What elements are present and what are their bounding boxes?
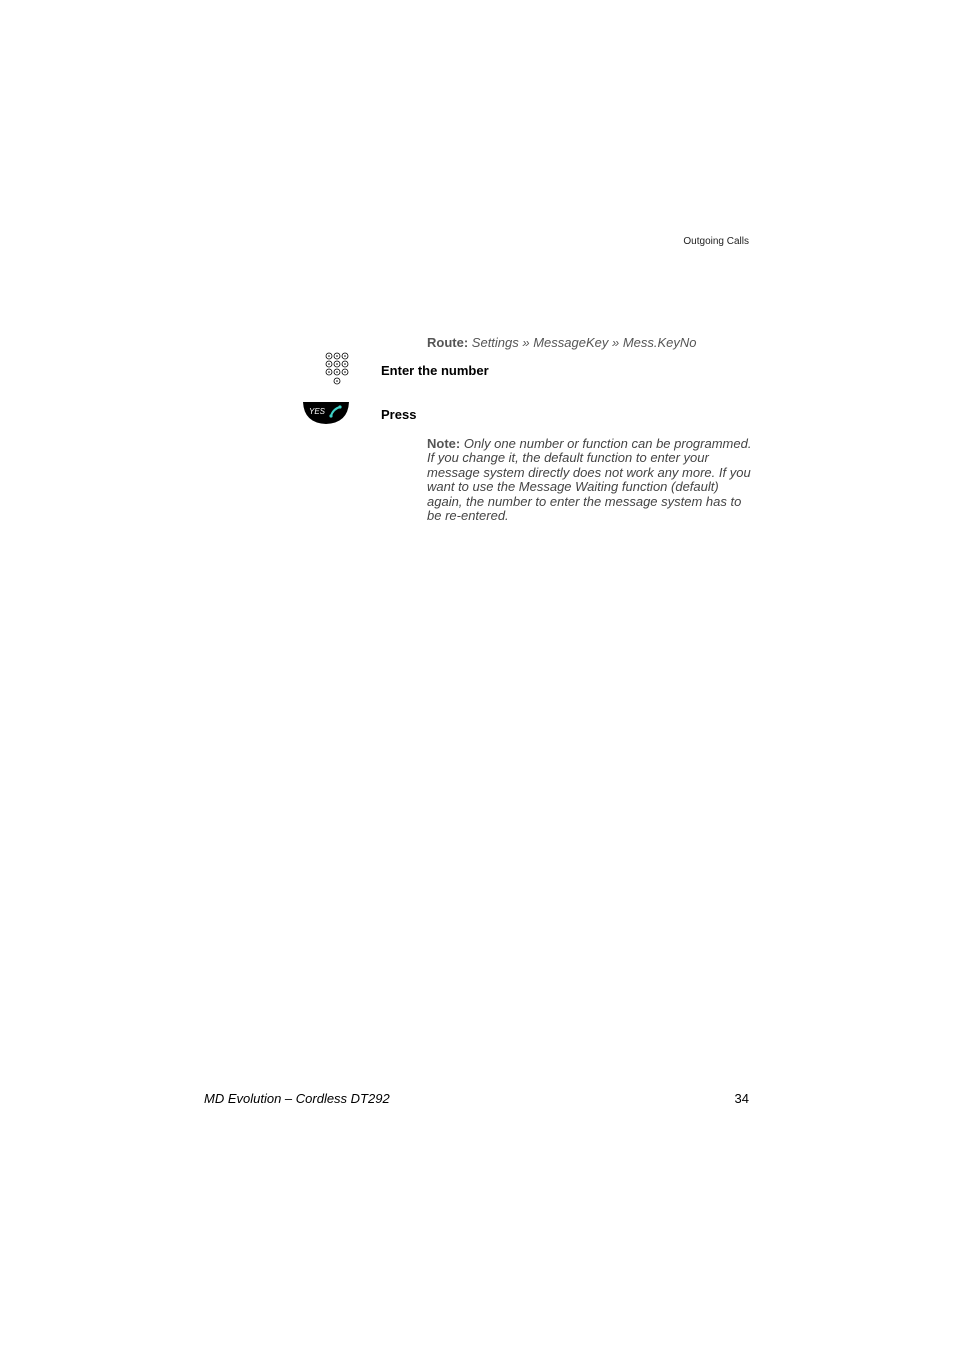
- footer-page-number: 34: [734, 1091, 749, 1106]
- step-press: Press: [381, 407, 417, 422]
- note-label: Note:: [427, 436, 461, 451]
- note: [427, 437, 757, 523]
- route-path: Settings » MessageKey » Mess.KeyNo: [471, 335, 697, 350]
- footer-document-title: MD Evolution – Cordless DT292: [204, 1091, 390, 1106]
- step-enter-number: Enter the number: [381, 363, 489, 378]
- section-header: Outgoing Calls: [683, 236, 749, 247]
- route-line: [427, 335, 697, 350]
- note-text: Only one number or function can be programmed. If you change it, the default function to enter your message system directly does not work any more. If you want to use the Message Waiting function (default) again, the number to enter the message system has to be re-entered.: [427, 436, 752, 524]
- keypad-icon: [325, 352, 351, 388]
- yes-key-label: YES: [309, 407, 326, 416]
- yes-key-icon: [302, 401, 350, 425]
- route-label: Route:: [427, 335, 469, 350]
